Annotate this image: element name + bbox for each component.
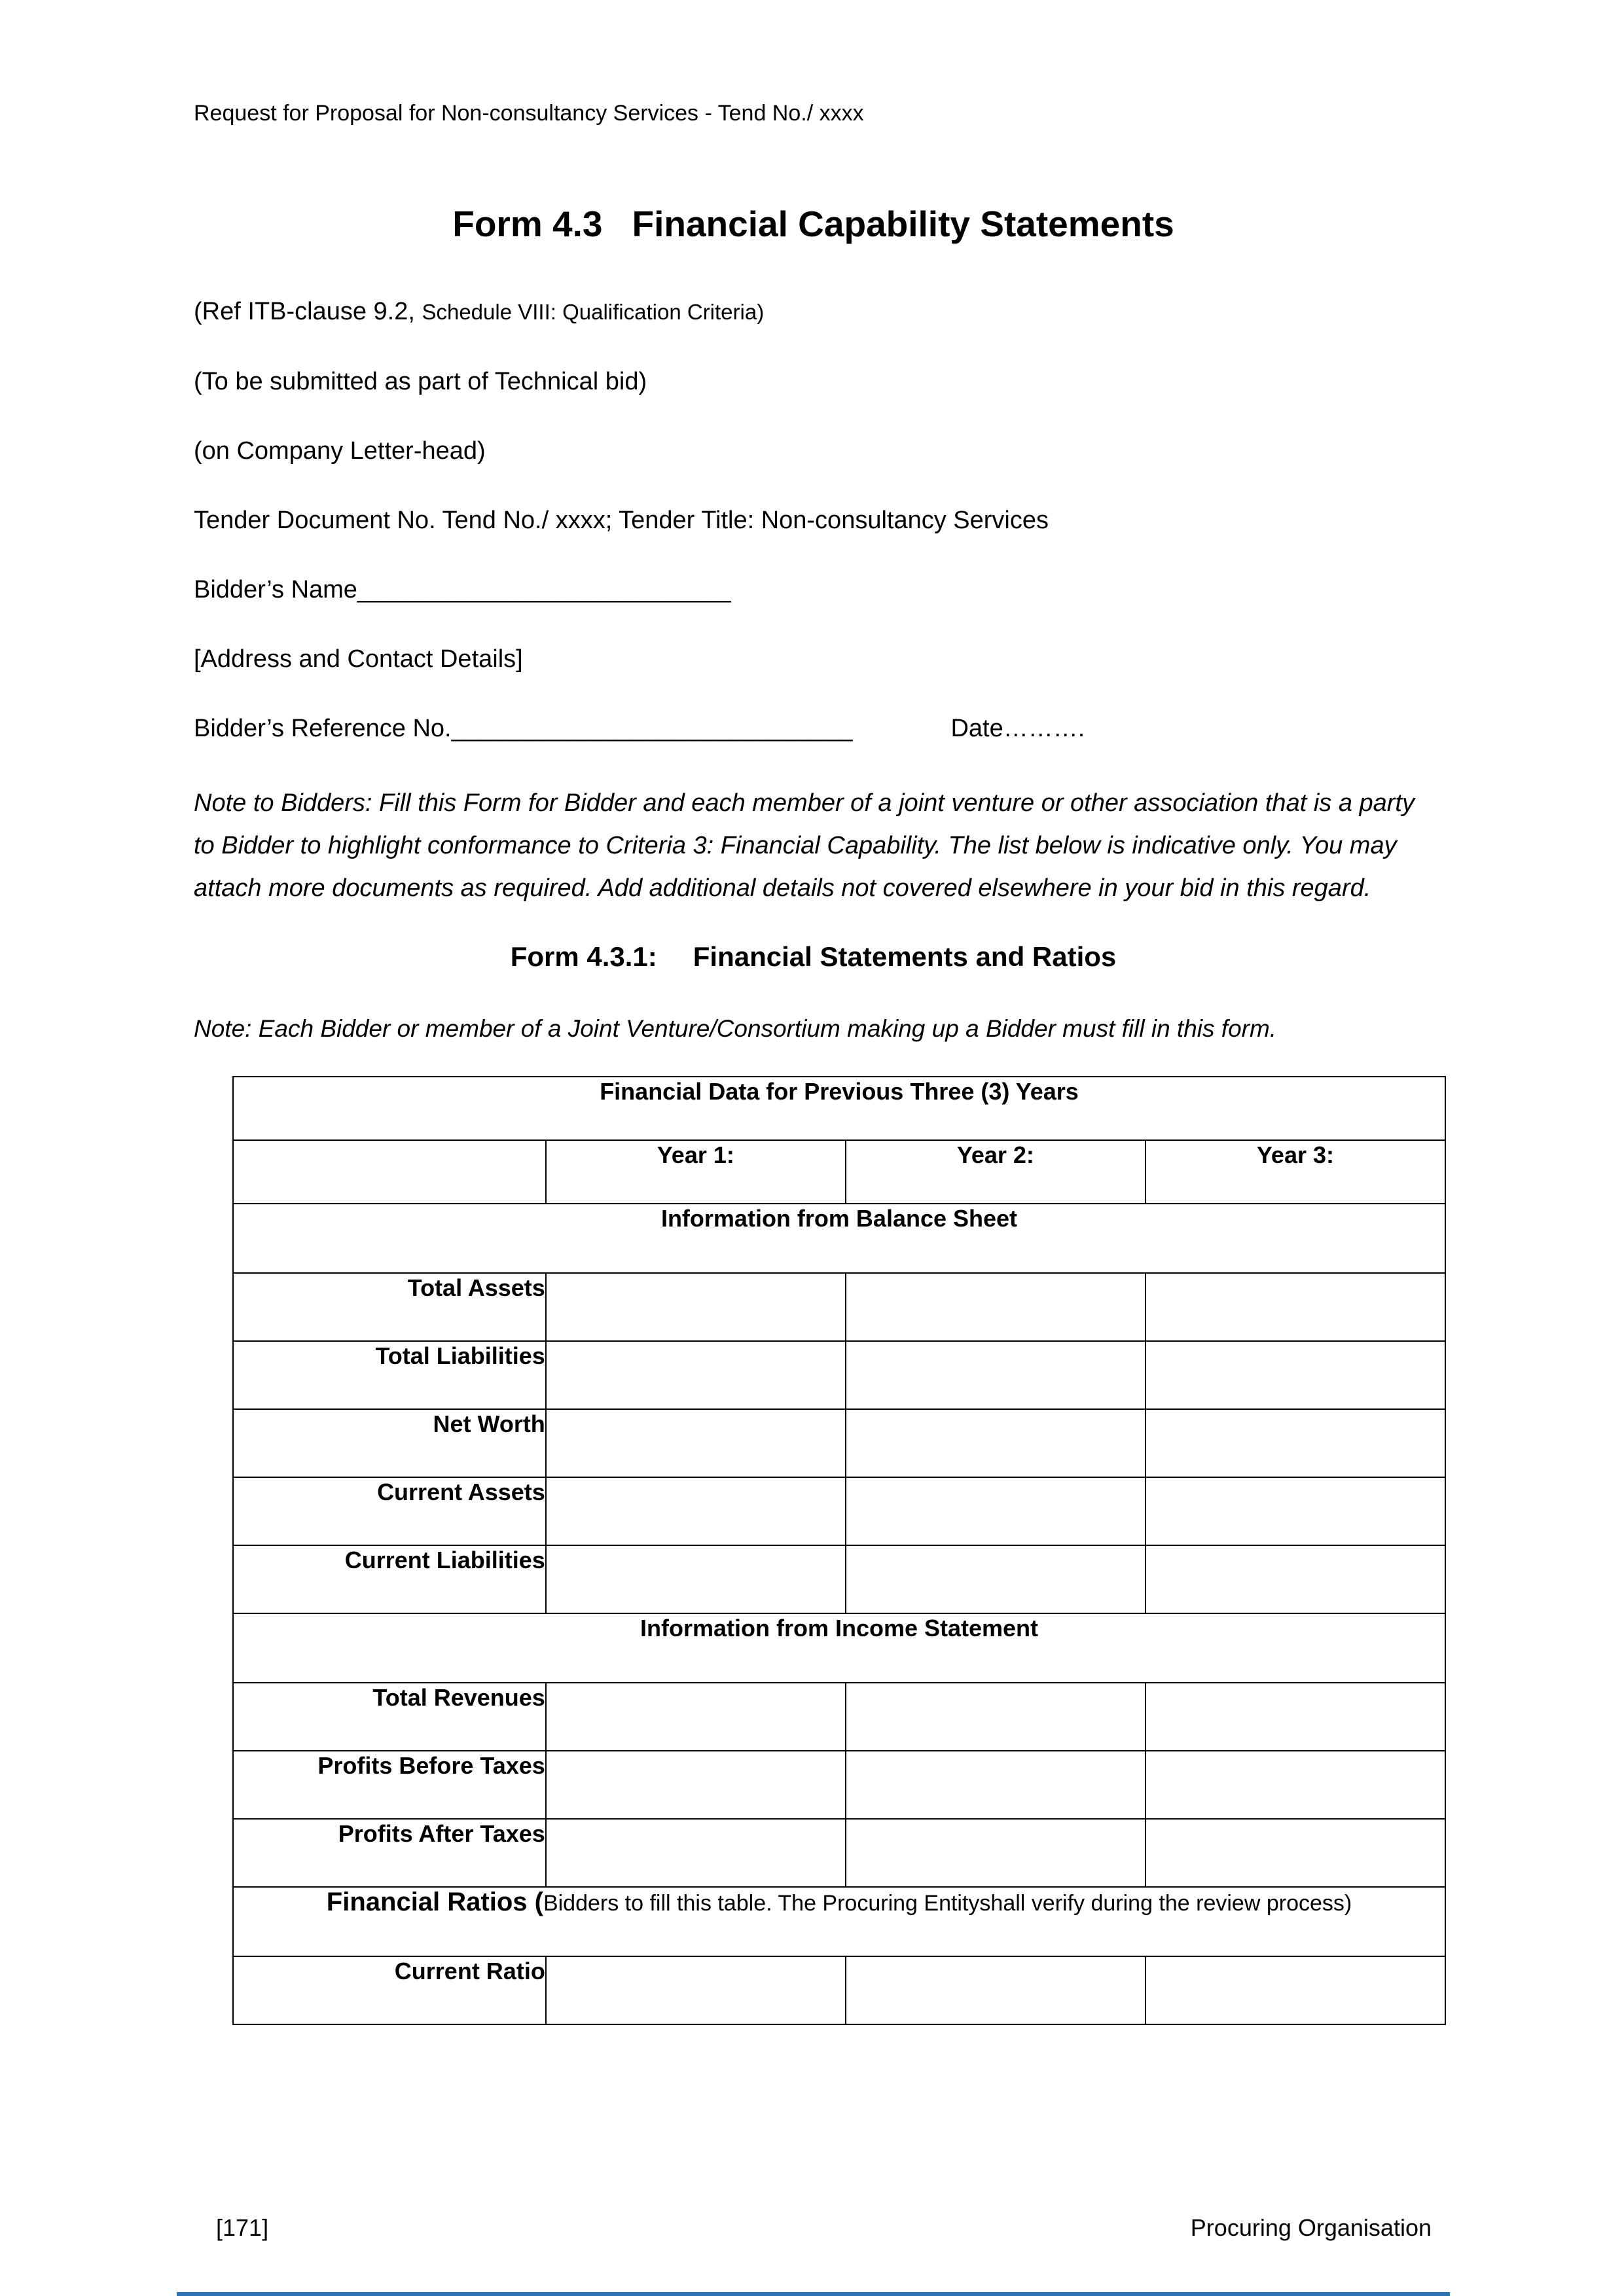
value-cell-year2 [846,1477,1146,1545]
form-subtitle-number: Form 4.3.1: [510,941,657,972]
section-header-income-statement: Information from Income Statement [233,1613,1445,1683]
value-cell-year2 [846,1341,1146,1409]
ref-line-main: (Ref ITB-clause 9.2, [194,298,422,325]
value-cell-year1 [546,1341,846,1409]
table-row-current-assets [233,1477,1445,1545]
table-row-total-assets [233,1273,1445,1341]
document-body [194,203,1433,2025]
form-title-number: Form 4.3 [452,204,603,244]
reference-line [194,713,1433,744]
value-cell-year1 [546,1956,846,2024]
value-cell-year3 [1146,1273,1445,1341]
table-row-profits-after-taxes [233,1819,1445,1887]
year1-header: Year 1: [546,1140,846,1204]
table-row-net-worth [233,1409,1445,1477]
note-to-bidders: Note to Bidders: Fill this Form for Bidder and each member of a joint venture or other association that is a party to Bidder to highlight conformance to Criteria 3: Financial Capability. The list below is indicative only. You may attach more documents as required. Add additional details not covered elsewhere in your bid in this regard. [194,789,1415,902]
row-label: Current Assets [233,1477,546,1545]
submitted-line: (To be submitted as part of Technical bid) [194,368,647,395]
page-bottom-border-line [177,2292,1450,2296]
page-footer [216,2214,1432,2242]
page-header: Request for Proposal for Non-consultancy Services - Tend No./ xxxx [194,101,864,126]
value-cell-year2 [846,1273,1146,1341]
financial-data-table [232,1076,1446,2025]
row-label: Profits Before Taxes [233,1751,546,1819]
section-header-financial-ratios [233,1887,1445,1956]
row-label: Total Assets [233,1273,546,1341]
value-cell-year2 [846,1409,1146,1477]
letterhead-line: (on Company Letter-head) [194,437,486,465]
value-cell-year1 [546,1273,846,1341]
value-cell-year1 [546,1683,846,1751]
page-number: [171] [216,2214,269,2241]
bidder-name-line: Bidder’s Name___________________________ [194,576,731,603]
row-label: Total Liabilities [233,1341,546,1409]
note-joint-venture: Note: Each Bidder or member of a Joint Venture/Consortium making up a Bidder must fill in this form. [194,1015,1277,1042]
value-cell-year3 [1146,1341,1445,1409]
row-label: Net Worth [233,1409,546,1477]
value-cell-year3 [1146,1477,1445,1545]
table-row-current-ratio [233,1956,1445,2024]
value-cell-year2 [846,1683,1146,1751]
address-line: [Address and Contact Details] [194,645,523,673]
value-cell-year3 [1146,1751,1445,1819]
table-row-total-liabilities [233,1341,1445,1409]
value-cell-year1 [546,1409,846,1477]
table-row-current-liabilities [233,1545,1445,1613]
value-cell-year3 [1146,1683,1445,1751]
year3-header: Year 3: [1146,1140,1445,1204]
row-label: Profits After Taxes [233,1819,546,1887]
value-cell-year2 [846,1956,1146,2024]
table-row-total-revenues [233,1683,1445,1751]
value-cell-year1 [546,1477,846,1545]
form-subtitle-text: Financial Statements and Ratios [693,941,1117,972]
form-subtitle [194,940,1433,974]
form-title [194,203,1433,245]
section-row-income-statement [233,1613,1445,1683]
date-label: Date………. [950,715,1085,742]
tender-line: Tender Document No. Tend No./ xxxx; Tender Title: Non-consultancy Services [194,507,1049,534]
value-cell-year2 [846,1751,1146,1819]
year2-header: Year 2: [846,1140,1146,1204]
reference-number-label: Bidder’s Reference No._____________________________ [194,715,853,742]
row-label: Total Revenues [233,1683,546,1751]
financial-ratios-label: Financial Ratios ( [326,1888,543,1916]
financial-ratios-note: Bidders to fill this table. The Procuring Entityshall verify during the review process) [543,1891,1352,1916]
value-cell-year1 [546,1545,846,1613]
empty-corner-cell [233,1140,546,1204]
value-cell-year3 [1146,1819,1445,1887]
value-cell-year3 [1146,1545,1445,1613]
value-cell-year3 [1146,1956,1445,2024]
ref-line-small: Schedule VIII: Qualification Criteria) [422,300,765,324]
table-title-row [233,1077,1445,1140]
section-row-financial-ratios [233,1887,1445,1956]
value-cell-year2 [846,1545,1146,1613]
footer-organisation: Procuring Organisation [1190,2214,1432,2241]
ref-line [194,296,1433,328]
row-label: Current Liabilities [233,1545,546,1613]
value-cell-year1 [546,1819,846,1887]
value-cell-year2 [846,1819,1146,1887]
value-cell-year1 [546,1751,846,1819]
year-header-row [233,1140,1445,1204]
value-cell-year3 [1146,1409,1445,1477]
form-title-text: Financial Capability Statements [632,204,1174,244]
section-header-balance-sheet: Information from Balance Sheet [233,1204,1445,1273]
section-row-balance-sheet [233,1204,1445,1273]
row-label: Current Ratio [233,1956,546,2024]
table-title: Financial Data for Previous Three (3) Years [233,1077,1445,1140]
table-row-profits-before-taxes [233,1751,1445,1819]
